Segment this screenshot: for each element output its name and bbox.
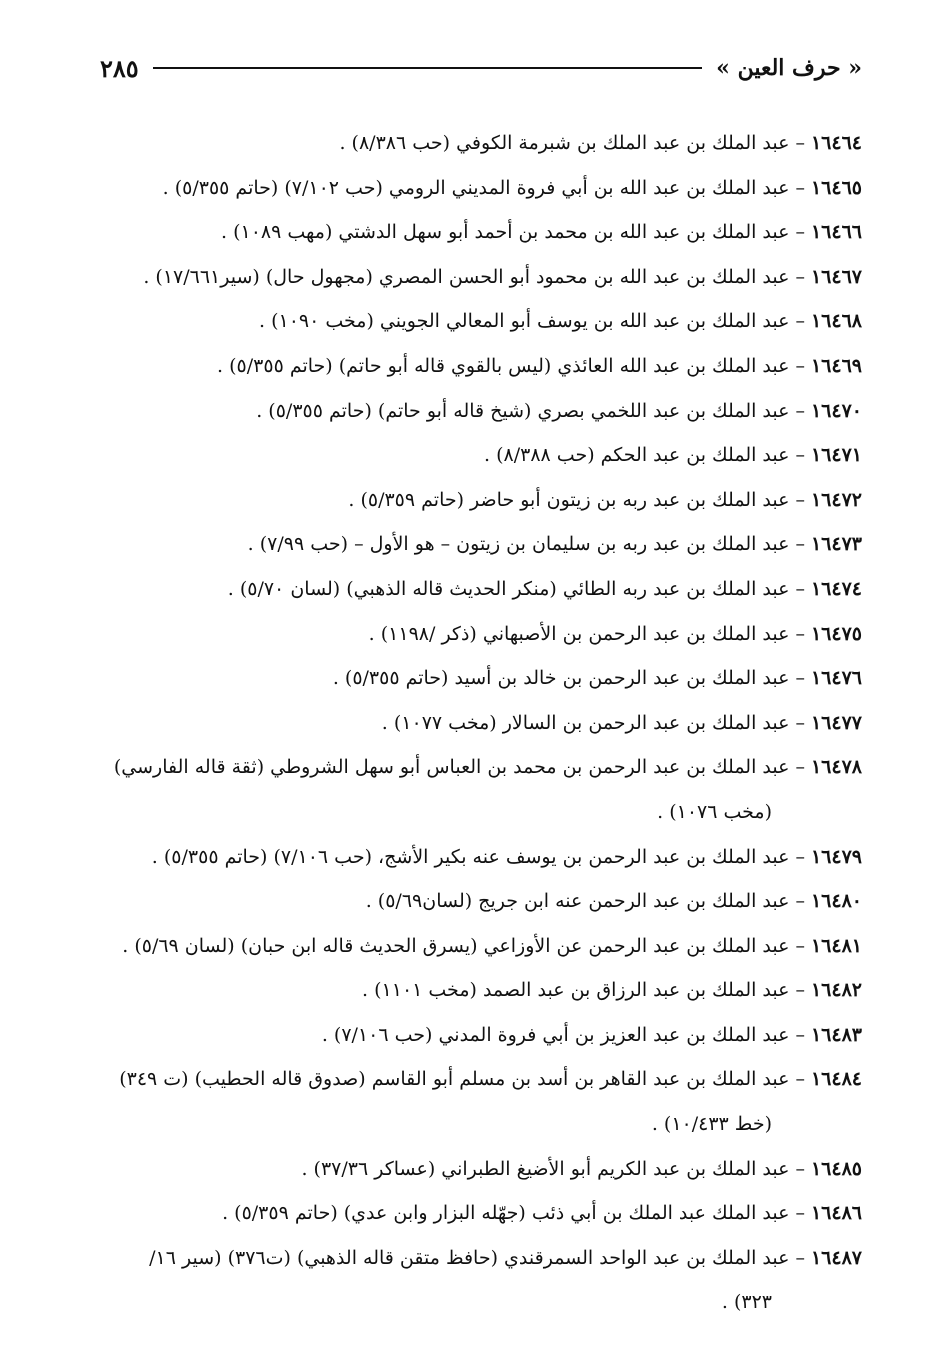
entry-dash: – — [795, 488, 805, 511]
entry-line — [92, 1013, 862, 1058]
entry-number: ١٦٤٧٩ — [810, 845, 862, 868]
entry-number: ١٦٤٧٣ — [810, 533, 862, 556]
entry-line — [92, 389, 862, 434]
entry-dash: – — [795, 176, 805, 199]
entry-number: ١٦٤٨٦ — [810, 1202, 862, 1225]
entry-number: ١٦٤٦٥ — [810, 176, 862, 199]
entry-text: (خط ١٠/٤٣٣) . — [651, 1113, 772, 1136]
entry-line — [92, 299, 862, 344]
entry-number: ١٦٤٧٨ — [810, 756, 862, 779]
entry-line — [92, 522, 862, 567]
entry-continuation-line — [92, 1280, 862, 1325]
entry-line — [92, 1191, 862, 1236]
entry-text: عبد الملك بن عبد ربه بن سليمان بن زيتون – هو الأول – (حب ٧/٩٩) . — [247, 533, 790, 556]
entry-dash: – — [795, 221, 805, 244]
entry-line — [92, 121, 862, 166]
entry-line — [92, 968, 862, 1013]
entry-dash: – — [795, 979, 805, 1002]
entry-line — [92, 344, 862, 389]
entry-dash: – — [795, 934, 805, 957]
entry-text: عبد الملك بن عبد الله العائذي (ليس بالقوي قاله أبو حاتم) (حاتم ٥/٣٥٥) . — [217, 354, 790, 377]
entry-dash: – — [795, 1246, 805, 1269]
header-rule — [153, 67, 702, 69]
entry-dash: – — [795, 444, 805, 467]
entry-line — [92, 567, 862, 612]
entry-dash: – — [795, 845, 805, 868]
entry-text: عبد الملك بن عبد الرحمن عنه ابن جريج (لسان٥/٦٩) . — [365, 890, 790, 913]
entry-dash: – — [795, 1157, 805, 1180]
entry-dash: – — [795, 890, 805, 913]
entry-text: عبد الملك بن عبد الرحمن بن خالد بن أسيد (حاتم ٥/٣٥٥) . — [332, 667, 790, 690]
entry-line — [92, 924, 862, 969]
entry-dash: – — [795, 310, 805, 333]
entry-dash: – — [795, 711, 805, 734]
entry-number: ١٦٤٨٣ — [810, 1023, 862, 1046]
entry-text: عبد الملك بن عبد القاهر بن أسد بن مسلم أبو القاسم (صدوق قاله الحطيب) (ت ٣٤٩) — [119, 1068, 790, 1091]
entry-dash: – — [795, 756, 805, 779]
entry-number: ١٦٤٧٧ — [810, 711, 862, 734]
entry-text: عبد الملك بن عبد ربه الطائي (منكر الحديث قاله الذهبي) (لسان ٥/٧٠) . — [227, 577, 790, 600]
entry-text: عبد الملك بن عبد الله بن محمود أبو الحسن المصري (مجهول حال) (سير١٧/٦٦١) . — [143, 265, 790, 288]
entry-number: ١٦٤٨٠ — [810, 890, 862, 913]
entry-text: عبد الملك بن عبد الرحمن بن يوسف عنه بكير الأشج، (حب ٧/١٠٦) (حاتم ٥/٣٥٥) . — [151, 845, 790, 868]
entry-number: ١٦٤٧٥ — [810, 622, 862, 645]
entry-text: عبد الملك عبد الملك بن أبي ذئب (جهّله البزار وابن عدي) (حاتم ٥/٣٥٩) . — [222, 1202, 790, 1225]
entry-dash: – — [795, 354, 805, 377]
entry-line — [92, 210, 862, 255]
page-header — [100, 50, 862, 86]
entry-number: ١٦٤٦٨ — [810, 310, 862, 333]
entry-number: ١٦٤٧٠ — [810, 399, 862, 422]
entry-text: عبد الملك بن عبد الله بن يوسف أبو المعالي الجويني (مخب ١٠٩٠) . — [258, 310, 790, 333]
entry-line — [92, 745, 862, 790]
entry-number: ١٦٤٧٦ — [810, 667, 862, 690]
entry-dash: – — [795, 622, 805, 645]
entry-dash: – — [795, 577, 805, 600]
entry-number: ١٦٤٧١ — [810, 444, 862, 467]
page-number: ٢٨٥ — [100, 53, 139, 83]
entry-line — [92, 166, 862, 211]
entry-number: ١٦٤٧٤ — [810, 577, 862, 600]
entry-number: ١٦٤٦٧ — [810, 265, 862, 288]
entry-line — [92, 835, 862, 880]
entry-dash: – — [795, 1023, 805, 1046]
entry-number: ١٦٤٨١ — [810, 934, 862, 957]
entry-line — [92, 433, 862, 478]
entry-line — [92, 255, 862, 300]
entry-dash: – — [795, 399, 805, 422]
entry-dash: – — [795, 265, 805, 288]
chapter-title: « حرف العين » — [716, 55, 862, 81]
entry-line — [92, 1236, 862, 1281]
entry-text: ٣٢٣) . — [721, 1291, 772, 1314]
entry-text: عبد الملك بن عبد الرزاق بن عبد الصمد (مخب ١١٠١) . — [362, 979, 790, 1002]
entry-text: عبد الملك بن عبد الرحمن بن السالار (مخب ١٠٧٧) . — [381, 711, 790, 734]
entry-text: عبد الملك بن عبد الرحمن بن محمد بن العباس أبو سهل الشروطي (ثقة قاله الفارسي) — [113, 756, 790, 779]
entry-text: عبد الملك بن عبد ربه بن زيتون أبو حاضر (حاتم ٥/٣٥٩) . — [348, 488, 790, 511]
entry-line — [92, 656, 862, 701]
entry-line — [92, 879, 862, 924]
entry-list — [92, 121, 862, 1325]
entry-text: عبد الملك بن عبد الرحمن بن الأصبهاني (ذكر /١١٩٨) . — [368, 622, 790, 645]
entry-text: عبد الملك بن عبد الرحمن عن الأوزاعي (يسرق الحديث قاله ابن حبان) (لسان ٥/٦٩) . — [122, 934, 790, 957]
entry-text: عبد الملك بن عبد اللخمي بصري (شيخ قاله أبو حاتم) (حاتم ٥/٣٥٥) . — [256, 399, 790, 422]
entry-line — [92, 701, 862, 746]
entry-number: ١٦٤٦٦ — [810, 221, 862, 244]
entry-dash: – — [795, 533, 805, 556]
entry-number: ١٦٤٨٢ — [810, 979, 862, 1002]
entry-text: عبد الملك بن عبد الواحد السمرقندي (حافظ متقن قاله الذهبي) (ت٣٧٦) (سير ١٦/ — [149, 1246, 790, 1269]
entry-number: ١٦٤٨٥ — [810, 1157, 862, 1180]
entry-dash: – — [795, 667, 805, 690]
entry-text: عبد الملك بن عبد الله بن محمد بن أحمد أبو سهل الدشتي (مهب ١٠٨٩) . — [221, 221, 790, 244]
entry-text: عبد الملك بن عبد الله بن أبي فروة المديني الرومي (حب ٧/١٠٢) (حاتم ٥/٣٥٥) . — [162, 176, 790, 199]
entry-number: ١٦٤٨٤ — [810, 1068, 862, 1091]
entry-text: عبد الملك بن عبد العزيز بن أبي فروة المدني (حب ٧/١٠٦) . — [321, 1023, 790, 1046]
entry-continuation-line — [92, 790, 862, 835]
entry-dash: – — [795, 1068, 805, 1091]
entry-text: عبد الملك بن عبد الكريم أبو الأضيغ الطبراني (عساكر ٣٧/٣٦) . — [301, 1157, 790, 1180]
entry-text: عبد الملك بن عبد الملك بن شبرمة الكوفي (حب ٨/٣٨٦) . — [339, 132, 790, 154]
entry-line — [92, 1147, 862, 1192]
entry-continuation-line — [92, 1102, 862, 1147]
entry-text: (مخب ١٠٧٦) . — [657, 800, 772, 823]
entry-number: ١٦٤٦٤ — [810, 132, 862, 154]
entry-line — [92, 1057, 862, 1102]
entry-text: عبد الملك بن عبد الحكم (حب ٨/٣٨٨) . — [484, 444, 790, 467]
entry-dash: – — [795, 1202, 805, 1225]
entry-number: ١٦٤٨٧ — [810, 1246, 862, 1269]
entry-number: ١٦٤٦٩ — [810, 354, 862, 377]
entry-number: ١٦٤٧٢ — [810, 488, 862, 511]
entry-line — [92, 478, 862, 523]
entry-line — [92, 612, 862, 657]
entry-dash: – — [795, 132, 805, 154]
